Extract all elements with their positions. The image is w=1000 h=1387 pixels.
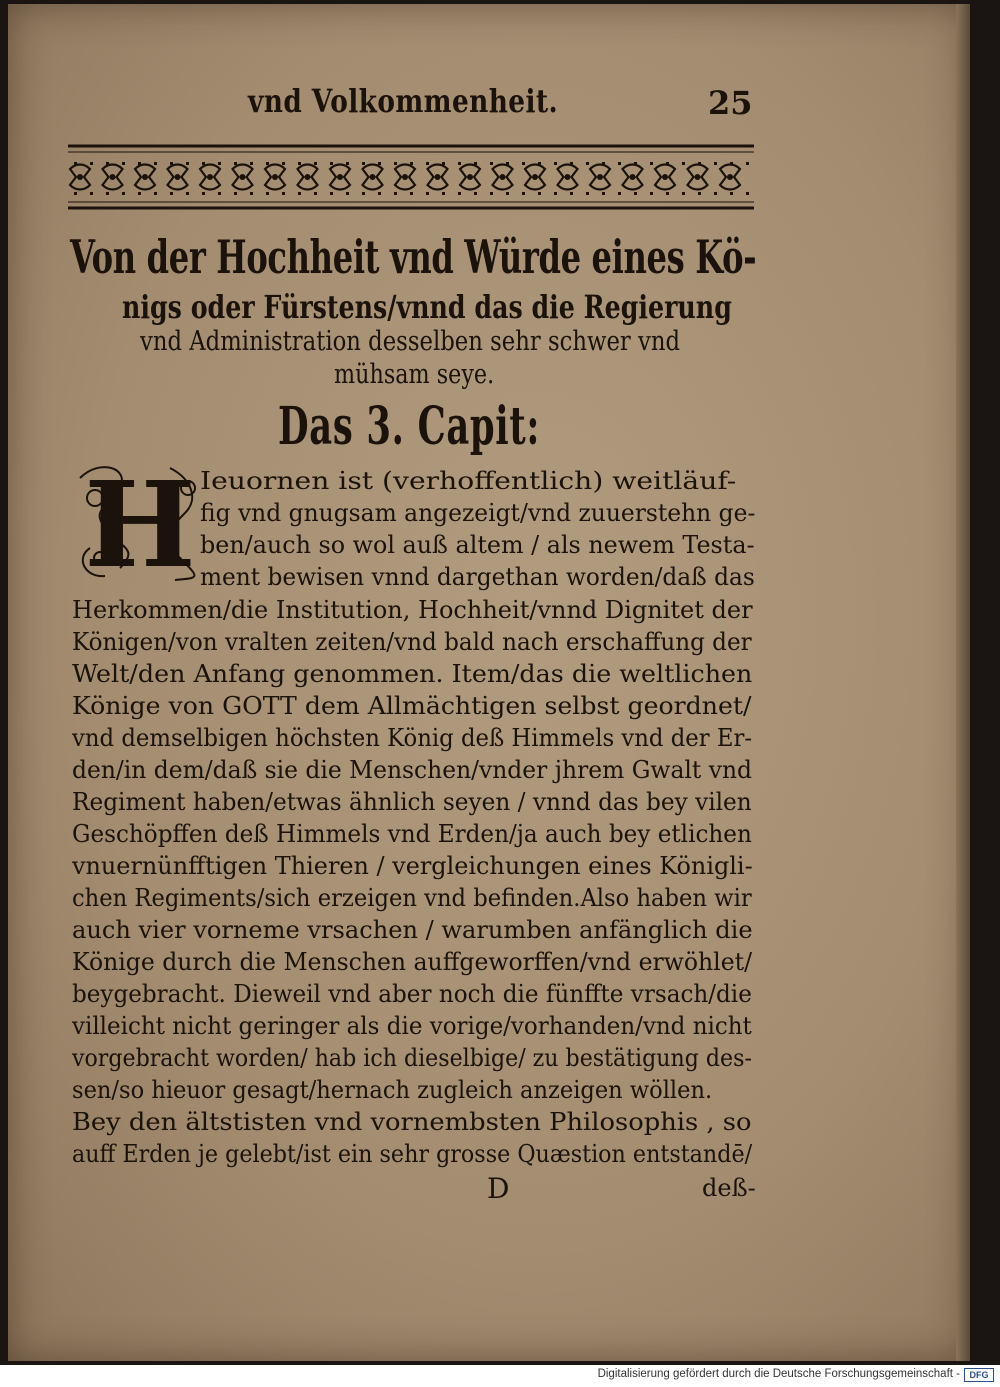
ornament-dot [714,192,717,195]
ornament-dot [490,192,493,195]
ornament-dot [170,192,173,195]
ornament-dot [378,162,381,165]
ornament-dot [538,162,541,165]
page-edge [956,4,970,1361]
ornament-dot [346,192,349,195]
body-line: Herkommen/die Institution, Hochheit/vnnd Dignitet der [72,595,753,624]
page-number: 25 [708,84,753,122]
ornament-dot [698,192,701,195]
heading-line-1: Von der Hochheit vnd Würde eines Kö- [70,230,757,284]
ornament-dot [74,162,77,165]
ornament-dot [122,162,125,165]
ornament-motif [135,165,155,190]
initial-letter: H [84,458,196,584]
ornament-dot [554,192,557,195]
ornament-dot [618,162,621,165]
ornament-dot [714,162,717,165]
ornament-motif [720,165,740,190]
catchword: deß- [702,1174,756,1202]
ornament-dot [506,162,509,165]
chapter-title: Das 3. Capit: [278,396,541,457]
ornament-motif [103,165,123,190]
ornament-dot [122,192,125,195]
ornament-dot [282,192,285,195]
body-line: Könige von GOTT dem Allmächtigen selbst geordnet/ [72,691,752,720]
ornament-dot [570,162,573,165]
body-line: vnd demselbigen höchsten König deß Himmels vnd der Er- [72,723,753,752]
body-line: vorgebracht worden/ hab ich dieselbige/ zu bestätigung des- [72,1043,752,1072]
ornament-dot [186,162,189,165]
ornament-dot [682,162,685,165]
ornament-dot [378,192,381,195]
ornament-dot [666,162,669,165]
ornament-motif [330,165,350,190]
ornament-dot [90,192,93,195]
ornament-dot [522,162,525,165]
ornament-dot [282,162,285,165]
body-line: Könige durch die Menschen auffgeworffen/vnd erwöhlet/ [72,947,753,976]
ornament-dot [586,162,589,165]
ornament-motif [558,165,578,190]
ornament-dot [666,192,669,195]
body-line: ment bewisen vnnd dargethan worden/daß das [200,562,755,591]
ornament-motif [428,165,448,190]
body-line: auch vier vorneme vrsachen / warumben anfänglich die [72,915,753,944]
heading-line-4: mühsam seye. [334,359,495,390]
ornament-dot [90,162,93,165]
ornament-dot [234,162,237,165]
ornament-motif [493,165,513,190]
ornament-dot [170,162,173,165]
ornament-motif [655,165,675,190]
ornament-dot [490,162,493,165]
body-line: fig vnd gnugsam angezeigt/vnd zuuerstehn ge- [200,498,756,527]
ornament-dot [250,192,253,195]
ornament-motif [623,165,643,190]
ornament-dot [346,162,349,165]
ornament-dot [266,162,269,165]
body-line: Welt/den Anfang genommen. Item/das die weltlichen [72,659,753,688]
ornament-dot [458,162,461,165]
ornament-motif [395,165,415,190]
ornament-dot [650,162,653,165]
ornament-motif [168,165,188,190]
ornament-dot [698,162,701,165]
ornament-dot [474,162,477,165]
ornament-dot [266,192,269,195]
body-line: Bey den ältstisten vnd vornembsten Philosophis , so [72,1107,752,1136]
ornament-motif [200,165,220,190]
ornament-dot [218,162,221,165]
ornament-dot [186,192,189,195]
ornament-dot [730,192,733,195]
ornament-dot [314,192,317,195]
ornament-dot [74,192,77,195]
heading-line-2: nigs oder Fürstens/vnnd das die Regierung [122,288,732,326]
ornament-dot [298,192,301,195]
ornament-dot [602,192,605,195]
ornament-dot [218,192,221,195]
ornament-dot [202,192,205,195]
ornament-dot [634,192,637,195]
ornament-motif [265,165,285,190]
ornament-dot [522,192,525,195]
ornament-dot [154,192,157,195]
ornament-dot [330,192,333,195]
ornament-motif [688,165,708,190]
ornament-rule-top [68,146,754,208]
decorated-initial [70,458,210,584]
ornament-dot [250,162,253,165]
ornament-dot [554,162,557,165]
ornament-dot [682,192,685,195]
ornament-motif [233,165,253,190]
ornament-dot [458,192,461,195]
ornament-dot [330,162,333,165]
ornament-dot [154,162,157,165]
ornament-dot [650,192,653,195]
body-line: Ieuornen ist (verhoffentlich) weitläuf- [200,466,737,495]
body-line: ben/auch so wol auß altem / als newem Testa- [200,530,755,559]
ornament-motif [460,165,480,190]
heading-line-3: vnd Administration desselben sehr schwer vnd [140,326,681,357]
ornament-dot [138,162,141,165]
ornament-motif [590,165,610,190]
ornament-dot [410,192,413,195]
ornament-dot [474,192,477,195]
body-line: den/in dem/daß sie die Menschen/vnder jhrem Gwalt vnd [72,755,752,784]
ornament-dot [298,162,301,165]
signature-mark: D [487,1172,510,1205]
ornament-dot [106,162,109,165]
ornament-dot [394,192,397,195]
ornament-dot [410,162,413,165]
ornament-dot [202,162,205,165]
ornament-dot [730,162,733,165]
ornament-dot [618,192,621,195]
body-line: Königen/von vralten zeiten/vnd bald nach erschaffung der [72,627,752,656]
ornament-motif [363,165,383,190]
ornament-dot [314,162,317,165]
body-line: auff Erden je gelebt/ist ein sehr grosse Quæstion entstandē/ [72,1139,753,1168]
ornament-dot [586,192,589,195]
ornament-dot [602,162,605,165]
running-head: vnd Volkommenheit. [248,82,559,120]
ornament-dot [234,192,237,195]
ornament-dot [362,192,365,195]
dfg-logo: DFG [964,1368,994,1382]
ornament-dot [362,162,365,165]
body-line: sen/so hieuor gesagt/hernach zugleich anzeigen wöllen. [72,1075,713,1104]
body-line: vnuernünfftigen Thieren / vergleichungen eines Königli- [72,851,753,880]
body-line: chen Regiments/sich erzeigen vnd befinden.Also haben wir [72,883,752,912]
ornament-dot [506,192,509,195]
ornament-dot [138,192,141,195]
ornament-dot [426,192,429,195]
body-line: Geschöpffen deß Himmels vnd Erden/ja auch bey etlichen [72,819,752,848]
digitization-credit: Digitalisierung gefördert durch die Deutsche Forschungsgemeinschaft - [597,1368,960,1380]
footer-bar [0,1365,1000,1387]
ornament-dot [442,192,445,195]
ornament-dot [634,162,637,165]
ornament-dot [426,162,429,165]
body-line: villeicht nicht geringer als die vorige/vorhanden/vnd nicht [72,1011,752,1040]
ornament-motif [70,165,90,190]
ornament-motifs [70,162,749,195]
ornament-dot [394,162,397,165]
ornament-dot [442,162,445,165]
ornament-dot [746,192,749,195]
ornamental-border [68,140,754,214]
ornament-dot [106,192,109,195]
ornament-motif [298,165,318,190]
ornament-motif [525,165,545,190]
body-line: beygebracht. Dieweil vnd aber noch die fünffte vrsach/die [72,979,752,1008]
ornament-dot [746,162,749,165]
ornament-dot [570,192,573,195]
body-line: Regiment haben/etwas ähnlich seyen / vnnd das bey vilen [72,787,752,816]
ornament-dot [538,192,541,195]
